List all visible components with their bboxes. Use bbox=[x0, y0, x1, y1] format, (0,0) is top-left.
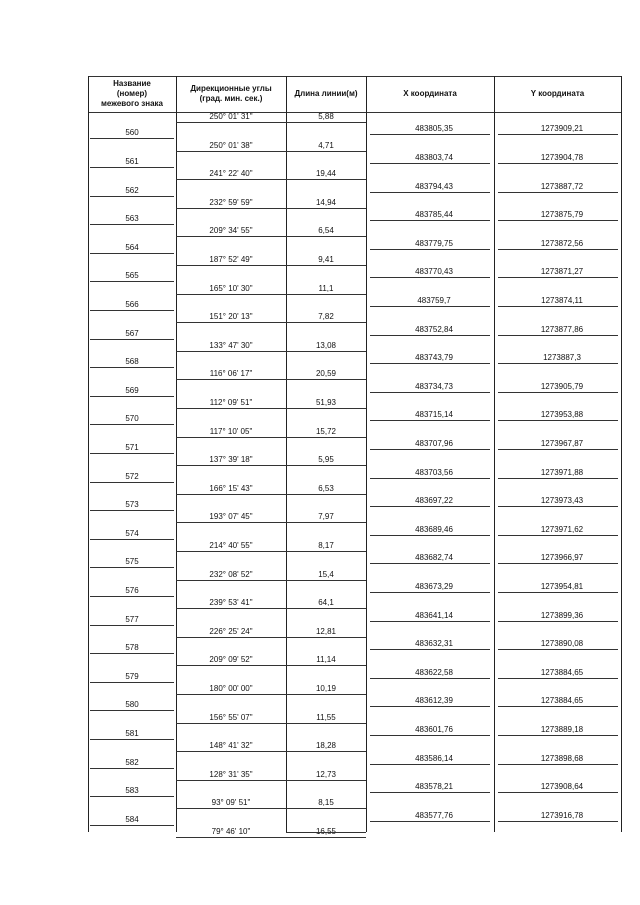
point-y-underline bbox=[498, 563, 618, 564]
point-x: 483734,73 bbox=[415, 381, 453, 391]
segment-length: 7,97 bbox=[318, 512, 334, 522]
segment-length: 4,71 bbox=[318, 140, 334, 150]
point-x: 483577,76 bbox=[415, 810, 453, 820]
segment-angle: 112° 09' 51" bbox=[209, 398, 253, 407]
point-name: 570 bbox=[125, 414, 139, 424]
point-name: 574 bbox=[125, 528, 139, 538]
point-name-underline bbox=[90, 567, 174, 568]
point-x-underline bbox=[370, 306, 490, 307]
point-y-underline bbox=[498, 449, 618, 450]
point-y: 1273916,78 bbox=[540, 810, 584, 820]
segment-length: 15,72 bbox=[315, 426, 337, 436]
point-name-underline bbox=[90, 710, 174, 711]
header-name: Название (номер) межевого знака bbox=[100, 79, 164, 108]
segment-underline bbox=[176, 294, 366, 295]
segment-length: 14,94 bbox=[315, 197, 337, 207]
segment-length: 6,53 bbox=[318, 483, 334, 493]
point-x: 483794,43 bbox=[415, 181, 453, 191]
point-x-underline bbox=[370, 621, 490, 622]
point-y-underline bbox=[498, 735, 618, 736]
point-x: 483601,76 bbox=[415, 724, 453, 734]
segment-angle: 209° 09' 52" bbox=[209, 655, 253, 665]
point-x: 483779,75 bbox=[415, 238, 453, 248]
point-y: 1273887,72 bbox=[540, 181, 584, 191]
point-x: 483743,79 bbox=[415, 353, 453, 363]
point-y-underline bbox=[498, 621, 618, 622]
segment-length: 11,14 bbox=[316, 655, 336, 665]
point-y-underline bbox=[498, 592, 618, 593]
point-name-underline bbox=[90, 367, 174, 368]
point-x: 483803,74 bbox=[415, 152, 453, 162]
point-name: 580 bbox=[125, 700, 139, 710]
point-y-underline bbox=[498, 792, 618, 793]
divider-length-x bbox=[366, 76, 367, 832]
point-y: 1273954,81 bbox=[540, 581, 584, 591]
point-name-underline bbox=[90, 196, 174, 197]
point-y: 1273905,79 bbox=[540, 381, 584, 391]
segment-length: 9,41 bbox=[318, 255, 334, 264]
point-y-underline bbox=[498, 163, 618, 164]
point-y-underline bbox=[498, 192, 618, 193]
segment-angle: 79° 46' 10" bbox=[211, 827, 251, 836]
point-y: 1273971,88 bbox=[540, 467, 584, 477]
point-y-underline bbox=[498, 478, 618, 479]
point-name: 564 bbox=[125, 242, 139, 252]
segment-length: 8,15 bbox=[318, 798, 334, 808]
segment-angle: 193° 07' 45" bbox=[209, 512, 253, 522]
point-x-underline bbox=[370, 277, 490, 278]
point-y: 1273898,68 bbox=[540, 753, 584, 763]
segment-underline bbox=[176, 322, 366, 323]
point-name: 579 bbox=[125, 671, 139, 681]
point-y: 1273899,36 bbox=[540, 610, 584, 620]
point-name-underline bbox=[90, 596, 174, 597]
point-y: 1273971,62 bbox=[540, 524, 584, 534]
point-name: 568 bbox=[125, 357, 139, 367]
segment-length: 12,73 bbox=[315, 769, 337, 779]
point-x-underline bbox=[370, 134, 490, 135]
segment-underline bbox=[176, 751, 366, 752]
segment-length: 20,59 bbox=[315, 369, 337, 379]
segment-angle: 128° 31' 35" bbox=[209, 769, 253, 779]
segment-underline bbox=[176, 122, 366, 123]
point-y-underline bbox=[498, 220, 618, 221]
segment-length: 19,44 bbox=[315, 169, 337, 179]
header-y: Y координата bbox=[530, 89, 585, 98]
point-x: 483703,56 bbox=[415, 467, 453, 477]
segment-angle: 165° 10' 30" bbox=[209, 283, 253, 293]
point-name: 577 bbox=[125, 614, 139, 624]
segment-angle: 137° 39' 18" bbox=[209, 455, 253, 465]
segment-length: 7,82 bbox=[318, 312, 334, 322]
point-name-underline bbox=[90, 825, 174, 826]
point-x-underline bbox=[370, 392, 490, 393]
point-x: 483632,31 bbox=[415, 639, 453, 649]
point-name-underline bbox=[90, 510, 174, 511]
segment-length: 5,95 bbox=[318, 455, 334, 465]
point-name-underline bbox=[90, 539, 174, 540]
point-name-underline bbox=[90, 396, 174, 397]
point-y-underline bbox=[498, 535, 618, 536]
point-x-underline bbox=[370, 506, 490, 507]
point-name: 560 bbox=[125, 128, 139, 138]
point-name-underline bbox=[90, 453, 174, 454]
point-y: 1273909,21 bbox=[540, 124, 584, 134]
segment-length: 18,28 bbox=[315, 741, 337, 751]
point-y-underline bbox=[498, 249, 618, 250]
point-name-underline bbox=[90, 682, 174, 683]
segment-underline bbox=[176, 494, 366, 495]
segment-underline bbox=[176, 551, 366, 552]
segment-length: 6,54 bbox=[318, 226, 334, 236]
point-x: 483578,21 bbox=[415, 782, 453, 792]
point-y: 1273877,86 bbox=[540, 324, 584, 334]
point-y: 1273953,88 bbox=[540, 410, 584, 420]
table-bottom-border bbox=[286, 832, 366, 833]
segment-underline bbox=[176, 265, 366, 266]
point-x: 483770,43 bbox=[415, 267, 453, 277]
point-y-underline bbox=[498, 821, 618, 822]
segment-underline bbox=[176, 608, 366, 609]
point-name-underline bbox=[90, 739, 174, 740]
point-x-underline bbox=[370, 420, 490, 421]
segment-length: 8,17 bbox=[318, 541, 334, 550]
segment-length: 64,1 bbox=[318, 598, 334, 608]
segment-length: 5,88 bbox=[318, 112, 334, 121]
segment-angle: 209° 34' 55" bbox=[209, 226, 253, 236]
header-x: X координата bbox=[403, 89, 457, 98]
segment-length: 13,08 bbox=[315, 340, 337, 350]
point-name: 572 bbox=[125, 471, 139, 481]
point-name-underline bbox=[90, 167, 174, 168]
point-y: 1273908,64 bbox=[540, 782, 584, 792]
point-y-underline bbox=[498, 363, 618, 364]
point-y-underline bbox=[498, 277, 618, 278]
segment-underline bbox=[176, 351, 366, 352]
segment-angle: 180° 00' 00" bbox=[209, 684, 253, 693]
divider-x-y bbox=[494, 76, 495, 832]
point-x-underline bbox=[370, 363, 490, 364]
segment-length: 16,55 bbox=[315, 827, 337, 836]
point-y: 1273875,79 bbox=[540, 210, 584, 220]
divider-name-angle bbox=[176, 76, 177, 832]
point-name: 571 bbox=[125, 442, 139, 452]
point-x: 483673,29 bbox=[415, 581, 453, 591]
point-y: 1273967,87 bbox=[540, 438, 584, 448]
point-y-underline bbox=[498, 649, 618, 650]
segment-underline bbox=[176, 723, 366, 724]
point-x: 483785,44 bbox=[415, 210, 453, 220]
segment-angle: 226° 25' 24" bbox=[209, 626, 253, 636]
point-x: 483682,74 bbox=[415, 553, 453, 563]
point-x: 483805,35 bbox=[415, 124, 453, 134]
point-y-underline bbox=[498, 678, 618, 679]
segment-angle: 117° 10' 05" bbox=[209, 426, 253, 436]
point-y-underline bbox=[498, 706, 618, 707]
segment-angle: 116° 06' 17" bbox=[209, 369, 253, 379]
point-y: 1273871,27 bbox=[540, 267, 584, 277]
segment-underline bbox=[176, 808, 366, 809]
point-name: 573 bbox=[125, 500, 139, 510]
point-name-underline bbox=[90, 653, 174, 654]
point-y: 1273904,78 bbox=[540, 152, 584, 162]
point-name-underline bbox=[90, 253, 174, 254]
point-name: 567 bbox=[125, 328, 139, 338]
point-y: 1273973,43 bbox=[540, 496, 584, 506]
point-x: 483612,39 bbox=[415, 696, 453, 706]
segment-underline bbox=[176, 379, 366, 380]
point-y: 1273889,18 bbox=[540, 724, 584, 734]
point-name: 575 bbox=[125, 557, 139, 567]
point-x: 483689,46 bbox=[415, 524, 453, 534]
point-name-underline bbox=[90, 482, 174, 483]
point-y-underline bbox=[498, 134, 618, 135]
point-name-underline bbox=[90, 224, 174, 225]
header-angle: Дирекционные углы (град. мин. сек.) bbox=[190, 84, 272, 103]
point-name: 582 bbox=[125, 757, 139, 767]
segment-angle: 239° 53' 41" bbox=[209, 598, 253, 608]
segment-underline bbox=[176, 522, 366, 523]
segment-length: 51,93 bbox=[315, 398, 337, 407]
segment-underline bbox=[176, 780, 366, 781]
point-y-underline bbox=[498, 420, 618, 421]
point-x: 483697,22 bbox=[415, 496, 453, 506]
point-name: 561 bbox=[125, 156, 139, 166]
point-x-underline bbox=[370, 649, 490, 650]
point-x-underline bbox=[370, 706, 490, 707]
segment-underline bbox=[176, 437, 366, 438]
segment-angle: 156° 55' 07" bbox=[209, 712, 253, 722]
point-name-underline bbox=[90, 768, 174, 769]
segment-angle: 133° 47' 30" bbox=[209, 340, 253, 350]
segment-underline bbox=[176, 465, 366, 466]
point-name: 563 bbox=[125, 214, 139, 224]
point-name: 583 bbox=[125, 786, 139, 796]
segment-underline bbox=[176, 665, 366, 666]
segment-length: 12,81 bbox=[315, 626, 337, 636]
point-x-underline bbox=[370, 535, 490, 536]
point-name: 566 bbox=[125, 299, 139, 309]
point-x-underline bbox=[370, 163, 490, 164]
point-name: 569 bbox=[125, 385, 139, 395]
segment-length: 15,4 bbox=[318, 569, 334, 579]
point-name-underline bbox=[90, 310, 174, 311]
point-name-underline bbox=[90, 281, 174, 282]
point-name-underline bbox=[90, 339, 174, 340]
point-y-underline bbox=[498, 392, 618, 393]
point-y-underline bbox=[498, 506, 618, 507]
point-name: 562 bbox=[125, 185, 139, 195]
segment-length: 10,19 bbox=[315, 684, 337, 693]
point-y: 1273887,3 bbox=[543, 353, 581, 363]
point-name-underline bbox=[90, 796, 174, 797]
point-x-underline bbox=[370, 592, 490, 593]
point-name: 581 bbox=[125, 728, 139, 738]
segment-angle: 214° 40' 55" bbox=[209, 541, 253, 550]
point-name: 578 bbox=[125, 643, 139, 653]
segment-angle: 151° 20' 13" bbox=[209, 312, 253, 322]
point-y: 1273872,56 bbox=[540, 238, 584, 248]
point-name-underline bbox=[90, 424, 174, 425]
point-x-underline bbox=[370, 821, 490, 822]
point-y: 1273890,08 bbox=[540, 639, 584, 649]
point-x-underline bbox=[370, 563, 490, 564]
segment-angle: 93° 09' 51" bbox=[211, 798, 251, 808]
segment-underline bbox=[176, 236, 366, 237]
point-x-underline bbox=[370, 792, 490, 793]
segment-underline bbox=[176, 637, 366, 638]
segment-angle: 232° 59' 59" bbox=[209, 197, 253, 207]
segment-underline bbox=[176, 151, 366, 152]
point-x-underline bbox=[370, 249, 490, 250]
point-x-underline bbox=[370, 449, 490, 450]
point-x-underline bbox=[370, 478, 490, 479]
segment-underline bbox=[176, 179, 366, 180]
segment-length: 11,1 bbox=[318, 283, 334, 293]
segment-length: 11,55 bbox=[316, 712, 336, 722]
point-x: 483707,96 bbox=[415, 438, 453, 448]
point-y-underline bbox=[498, 306, 618, 307]
segment-angle: 232° 08' 52" bbox=[209, 569, 253, 579]
point-y-underline bbox=[498, 335, 618, 336]
point-y: 1273966,97 bbox=[540, 553, 584, 563]
point-x-underline bbox=[370, 192, 490, 193]
point-x: 483715,14 bbox=[415, 410, 453, 420]
point-x-underline bbox=[370, 678, 490, 679]
point-x-underline bbox=[370, 735, 490, 736]
segment-angle: 250° 01' 31" bbox=[209, 112, 253, 121]
segment-angle: 166° 15' 43" bbox=[209, 483, 253, 493]
point-x: 483622,58 bbox=[415, 667, 453, 677]
point-y: 1273884,65 bbox=[540, 696, 584, 706]
point-x: 483759,7 bbox=[417, 295, 451, 305]
point-x: 483641,14 bbox=[415, 610, 453, 620]
segment-angle: 187° 52' 49" bbox=[209, 255, 253, 264]
segment-underline bbox=[176, 408, 366, 409]
header-length: Длина линии(м) bbox=[294, 89, 358, 98]
point-x: 483752,84 bbox=[415, 324, 453, 334]
point-y: 1273874,11 bbox=[541, 295, 583, 305]
point-y-underline bbox=[498, 764, 618, 765]
segment-angle: 148° 41' 32" bbox=[209, 741, 253, 751]
segment-underline bbox=[176, 837, 366, 838]
segment-angle: 241° 22' 40" bbox=[209, 169, 253, 179]
point-y: 1273884,65 bbox=[540, 667, 584, 677]
point-x-underline bbox=[370, 335, 490, 336]
border-right bbox=[621, 76, 622, 832]
point-x: 483586,14 bbox=[415, 753, 453, 763]
segment-underline bbox=[176, 580, 366, 581]
segment-underline bbox=[176, 694, 366, 695]
point-name: 584 bbox=[125, 814, 139, 824]
segment-underline bbox=[176, 208, 366, 209]
point-x-underline bbox=[370, 764, 490, 765]
point-name-underline bbox=[90, 625, 174, 626]
point-name: 565 bbox=[125, 271, 139, 281]
point-name: 576 bbox=[125, 585, 139, 595]
point-name-underline bbox=[90, 138, 174, 139]
point-x-underline bbox=[370, 220, 490, 221]
segment-angle: 250° 01' 38" bbox=[209, 140, 253, 150]
